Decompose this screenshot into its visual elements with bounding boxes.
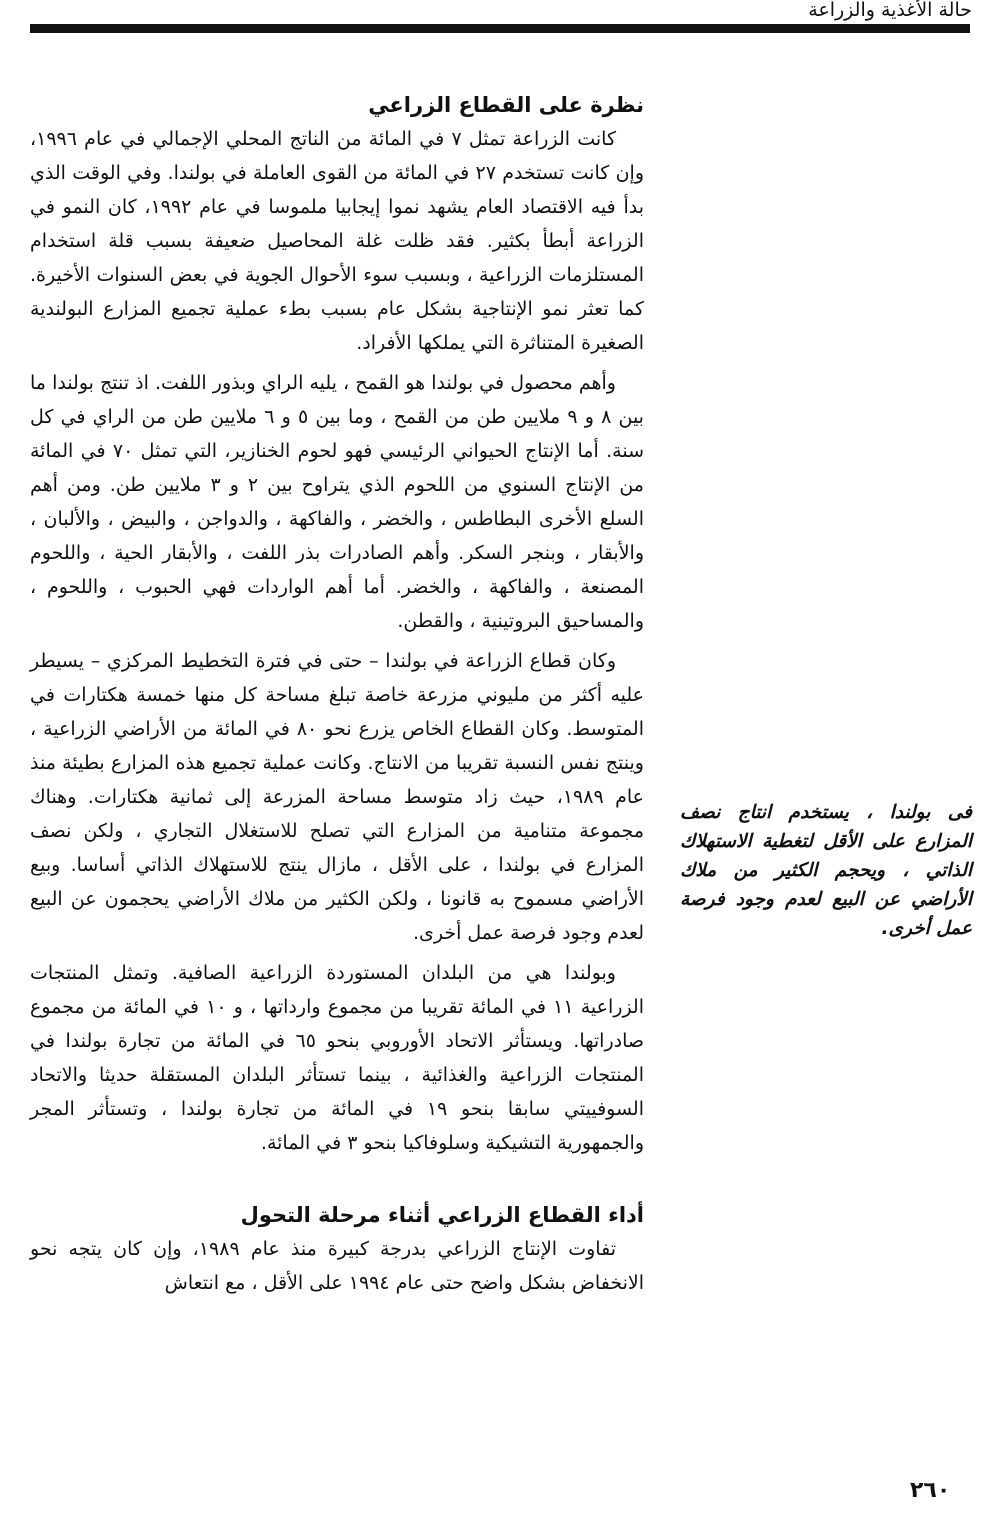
paragraph: وكان قطاع الزراعة في بولندا – حتى في فترة التخطيط المركزي – يسيطر عليه أكثر من مليوني مزرعة خاصة تبلغ مساحة كل منها خمسة هكتارات في المتوسط. وكان القطاع الخاص يزرع نحو ٨٠ في المائة من الأراضي الزراعية ، وينتج نفس النسبة تقريبا من الانتاج. وكانت عملية تجميع هذه المزارع بطيئة منذ عام ١٩٨٩، حيث زاد متوسط مساحة المزرعة إلى ثمانية هكتارات. وهناك مجموعة متنامية من المزارع التي تصلح للاستغلال التجاري ، ولكن نصف المزارع في بولندا ، على الأقل ، مازال ينتج للاستهلاك الذاتي أساسا. وبيع الأراضي مسموح به قانونا ، ولكن الكثير من ملاك الأراضي يحجمون عن البيع لعدم وجود فرصة عمل أخرى. [30, 650, 644, 944]
paragraph: كانت الزراعة تمثل ٧ في المائة من الناتج المحلي الإجمالي في عام ١٩٩٦، وإن كانت تستخدم ٢٧ في المائة من القوى العاملة في بولندا. وفي الوقت الذي بدأ فيه الاقتصاد العام يشهد نموا إيجابيا ملموسا في عام ١٩٩٢، كان النمو في الزراعة أبطأ بكثير. فقد ظلت غلة المحاصيل ضعيفة بسبب قلة استخدام المستلزمات الزراعية ، وبسبب سوء الأحوال الجوية في بعض السنوات الأخيرة. كما تعثر نمو الإنتاجية بشكل عام بسبب بطء عملية تجميع المزارع البولندية الصغيرة المتناثرة التي يملكها الأفراد. [30, 128, 644, 354]
paragraph: تفاوت الإنتاج الزراعي بدرجة كبيرة منذ عام ١٩٨٩، وإن كان يتجه نحو الانخفاض بشكل واضح حتى عام ١٩٩٤ على الأقل ، مع انتعاش [30, 1238, 644, 1294]
running-header-title: حالة الأغذية والزراعة [808, 0, 972, 21]
paragraph: وأهم محصول في بولندا هو القمح ، يليه الراي وبذور اللفت. اذ تنتج بولندا ما بين ٨ و ٩ ملايين طن من القمح ، وما بين ٥ و ٦ ملايين طن من الراي في كل سنة. أما الإنتاج الحيواني الرئيسي فهو لحوم الخنازير، التي تمثل ٧٠ في المائة من الإنتاج السنوي من اللحوم الذي يتراوح بين ٢ و ٣ ملايين طن. ومن أهم السلع الأخرى البطاطس ، والخضر ، والفاكهة ، والدواجن ، والبيض ، والألبان ، والأبقار ، وبنجر السكر. وأهم الصادرات بذر اللفت ، والأبقار الحية ، واللحوم المصنعة ، والفاكهة ، والخضر. أما أهم الواردات فهي الحبوب ، واللحوم ، والمساحيق البروتينية ، والقطن. [30, 372, 644, 632]
page-number: ٢٦٠ [910, 1478, 951, 1503]
main-text-column [30, 88, 644, 1306]
section-spacer [30, 1166, 644, 1198]
section-heading-transition-performance: أداء القطاع الزراعي أثناء مرحلة التحول [240, 1203, 644, 1227]
paragraph: وبولندا هي من البلدان المستوردة الزراعية الصافية. وتمثل المنتجات الزراعية ١١ في المائة تقريبا من مجموع وارداتها ، و ١٠ في المائة من مجموع صادراتها. ويستأثر الاتحاد الأوروبي بنحو ٦٥ في المائة من تجارة بولندا في المنتجات الزراعية والغذائية ، بينما تستأثر البلدان المستقلة حديثا والاتحاد السوفييتي سابقا بنحو ١٩ في المائة من تجارة بولندا ، وتستأثر المجر والجمهورية التشيكية وسلوفاكيا بنحو ٣ في المائة. [30, 962, 645, 1154]
header-rule [30, 24, 970, 33]
sidebar-pull-quote: فى بولندا ، يستخدم انتاج نصف المزارع على الأقل لتغطية الاستهلاك الذاتي ، ويحجم الكثير من ملاك الأراضي عن البيع لعدم وجود فرصة عمل أخرى. [680, 802, 972, 939]
section-heading-agri-overview: نظرة على القطاع الزراعي [368, 93, 644, 117]
